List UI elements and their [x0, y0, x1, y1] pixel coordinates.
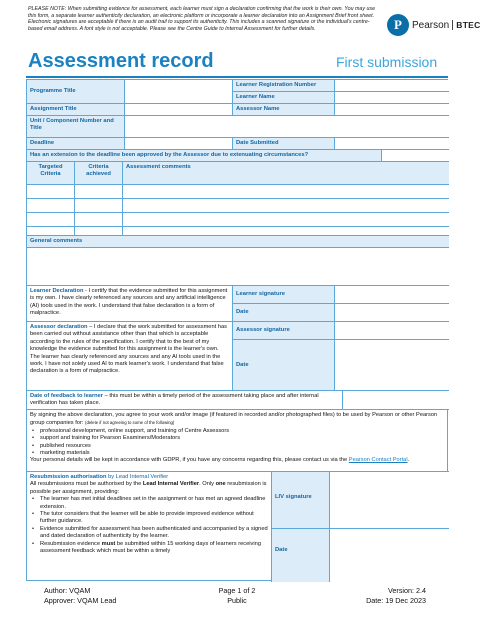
resubmission-condition: • The learner has met initial deadlines set in the assignment or has met an agreed deadline extension.	[40, 496, 268, 511]
resubmission-line-bold: Lead Internal Verifier	[142, 481, 200, 488]
assessor-signature-field[interactable]	[335, 322, 449, 340]
criteria-row-2-achieved[interactable]	[75, 199, 123, 213]
footer-date: Date: 19 Dec 2023	[366, 595, 426, 605]
consent-item: • support and training for Pearson Examiners/Moderators	[40, 435, 446, 442]
assessor-date-field[interactable]	[335, 340, 449, 391]
footer-classification: Public	[227, 595, 247, 605]
criteria-row-4-comment[interactable]	[123, 227, 449, 236]
pearson-logo	[387, 14, 481, 36]
assignment-title-label: Assignment Title	[27, 104, 125, 116]
assessor-name-label: Assessor Name	[233, 104, 335, 116]
criteria-row-1-target[interactable]	[27, 185, 75, 199]
page-footer	[26, 586, 448, 605]
resubmission-line: . Only	[199, 481, 216, 488]
resubmission-condition: • The tutor considers that the learner will be able to provide improved evidence without further guidance.	[40, 511, 268, 526]
general-comments-label: General comments	[27, 236, 449, 248]
resubmission-authorisation	[27, 472, 272, 582]
programme-title-label: Programme Title	[27, 80, 125, 104]
consent-item: • published resources	[40, 443, 446, 450]
criteria-row-4-achieved[interactable]	[75, 227, 123, 236]
learner-declaration-head: Learner Declaration	[30, 288, 84, 294]
page-subtitle: First submission	[336, 54, 438, 70]
footer-author: Author: VQAM	[44, 586, 91, 595]
assessment-form	[26, 79, 448, 581]
feedback-date-note	[27, 391, 343, 410]
consent-outro: Your personal details will be kept in accordance with GDPR, if you have any concerns regarding this, please contact us via the	[30, 457, 349, 464]
consent-statement	[27, 410, 449, 472]
resubmission-line: resubmission is possible per assignment, providing:	[30, 481, 267, 495]
unit-field[interactable]	[125, 116, 449, 138]
assessment-comments-header: Assessment comments	[123, 162, 449, 185]
brand-name: Pearson	[412, 19, 450, 31]
extension-label: Has an extension to the deadline been approved by the Assessor due to extenuating circumstances?	[27, 150, 382, 162]
consent-intro: By signing the above declaration, you agree to your work and/or image (if featured in recorded and/or photographed files) to be used by Pearson or other Pearson group companies for:	[30, 412, 438, 427]
consent-small-note: (delete if not agreeing to some of the following)	[85, 420, 175, 426]
resubmission-conditions	[30, 496, 268, 555]
liv-date-field[interactable]	[330, 529, 449, 582]
learner-reg-label: Learner Registration Number	[233, 80, 335, 92]
general-comments-field[interactable]	[27, 248, 449, 286]
footer-approver: Approver: VQAM Lead	[44, 595, 117, 605]
learner-declaration	[27, 286, 233, 322]
title-rule	[26, 76, 448, 78]
assessor-name-field[interactable]	[335, 104, 449, 116]
criteria-row-3-comment[interactable]	[123, 213, 449, 227]
resubmission-condition: • Resubmission evidence must be submitted within 15 working days of learners receiving assessment feedback which must be within a timely	[40, 541, 268, 556]
pearson-p-icon: P	[387, 14, 409, 36]
resubmission-line: All resubmissions must be authorised by the	[30, 481, 143, 488]
resubmission-line-bold: one	[215, 481, 226, 488]
criteria-row-3-achieved[interactable]	[75, 213, 123, 227]
feedback-body: – this must be within a timely period of the assessment taking place and after internal verification has taken place.	[30, 393, 319, 407]
assignment-title-field[interactable]	[125, 104, 233, 116]
learner-signature-label: Learner signature	[233, 286, 335, 304]
deadline-field[interactable]	[125, 138, 233, 150]
resubmission-condition: • Evidence submitted for assessment has been authenticated and accompanied by a signed and dated declaration of authenticity by the learner.	[40, 526, 268, 541]
assessor-declaration	[27, 322, 233, 391]
criteria-row-1-achieved[interactable]	[75, 185, 123, 199]
criteria-row-2-comment[interactable]	[123, 199, 449, 213]
learner-name-field[interactable]	[335, 92, 449, 104]
learner-signature-field[interactable]	[335, 286, 449, 304]
liv-date-label: Date	[272, 529, 330, 582]
consent-item: • marketing materials	[40, 450, 446, 457]
criteria-row-2-target[interactable]	[27, 199, 75, 213]
brand-sub: BTEC	[456, 20, 481, 30]
logo-divider	[452, 20, 453, 30]
learner-date-label: Date	[233, 304, 335, 322]
deadline-label: Deadline	[27, 138, 125, 150]
targeted-criteria-header: Targeted Criteria	[27, 162, 75, 185]
date-submitted-label: Date Submitted	[233, 138, 335, 150]
consent-end: .	[407, 457, 410, 464]
consent-item: • professional development, online support, and training of Centre Assessors	[40, 428, 446, 435]
criteria-achieved-header: Criteria achieved	[75, 162, 123, 185]
criteria-row-3-target[interactable]	[27, 213, 75, 227]
extension-field[interactable]	[382, 150, 449, 162]
criteria-row-4-target[interactable]	[27, 227, 75, 236]
assessor-signature-label: Assessor signature	[233, 322, 335, 340]
unit-label: Unit / Component Number and Title	[27, 116, 125, 138]
learner-reg-field[interactable]	[335, 80, 449, 92]
assessor-declaration-body: – I declare that the work submitted for assessment has been carried out without assistance other than that which is acceptable according to the rules of the specification. I certify that to the best of my knowledge the evidence submitted for this assignment is the learner's own. The learner has clearly referenced any sources and any AI tools used in the work. I have not solely used AI to mark learner's work. I understand that false declaration is a form of malpractice.	[30, 324, 227, 375]
learner-declaration-body: - I certify that the evidence submitted for this assignment is my own. I have clearly referenced any sources and any artificial intelligence (AI) tools used in the work. I understand that false declaration is a form of malpractice.	[30, 288, 228, 317]
liv-signature-field[interactable]	[330, 472, 449, 529]
liv-signature-label: LIV signature	[272, 472, 330, 529]
resubmission-head: Resubmission authorisation	[30, 474, 107, 480]
footer-version: Version: 2.4	[388, 586, 426, 595]
date-submitted-field[interactable]	[335, 138, 449, 150]
feedback-head: Date of feedback to learner	[30, 393, 104, 399]
learner-date-field[interactable]	[335, 304, 449, 322]
footer-page: Page 1 of 2	[218, 586, 256, 595]
resubmission-head-rest: by Lead Internal Verifier	[106, 474, 169, 480]
learner-name-label: Learner Name	[233, 92, 335, 104]
consent-list	[30, 428, 446, 458]
submission-note: PLEASE NOTE: When submitting evidence for assessment, each learner must sign a declaration confirming that the work is their own. You may use this form, a separate learner authenticity declaration, an electronic platform or incorporate a learner declaration into an Assignment Brief front sheet. Electronic signatures are acceptable if there is an audit trail to support its authenticity. This includes a scanned signature or the individual's centre-based email address. A font style is not acceptable. Please see the Centre Guide to Internal Assessment for further details.	[28, 6, 376, 32]
assessor-declaration-head: Assessor declaration	[30, 324, 88, 330]
page-title: Assessment record	[28, 50, 214, 72]
criteria-row-1-comment[interactable]	[123, 185, 449, 199]
feedback-date-field[interactable]	[343, 391, 449, 410]
pearson-contact-portal-link[interactable]: Pearson Contact Portal	[348, 457, 408, 464]
programme-title-field[interactable]	[125, 80, 233, 104]
assessor-date-label: Date	[233, 340, 335, 391]
